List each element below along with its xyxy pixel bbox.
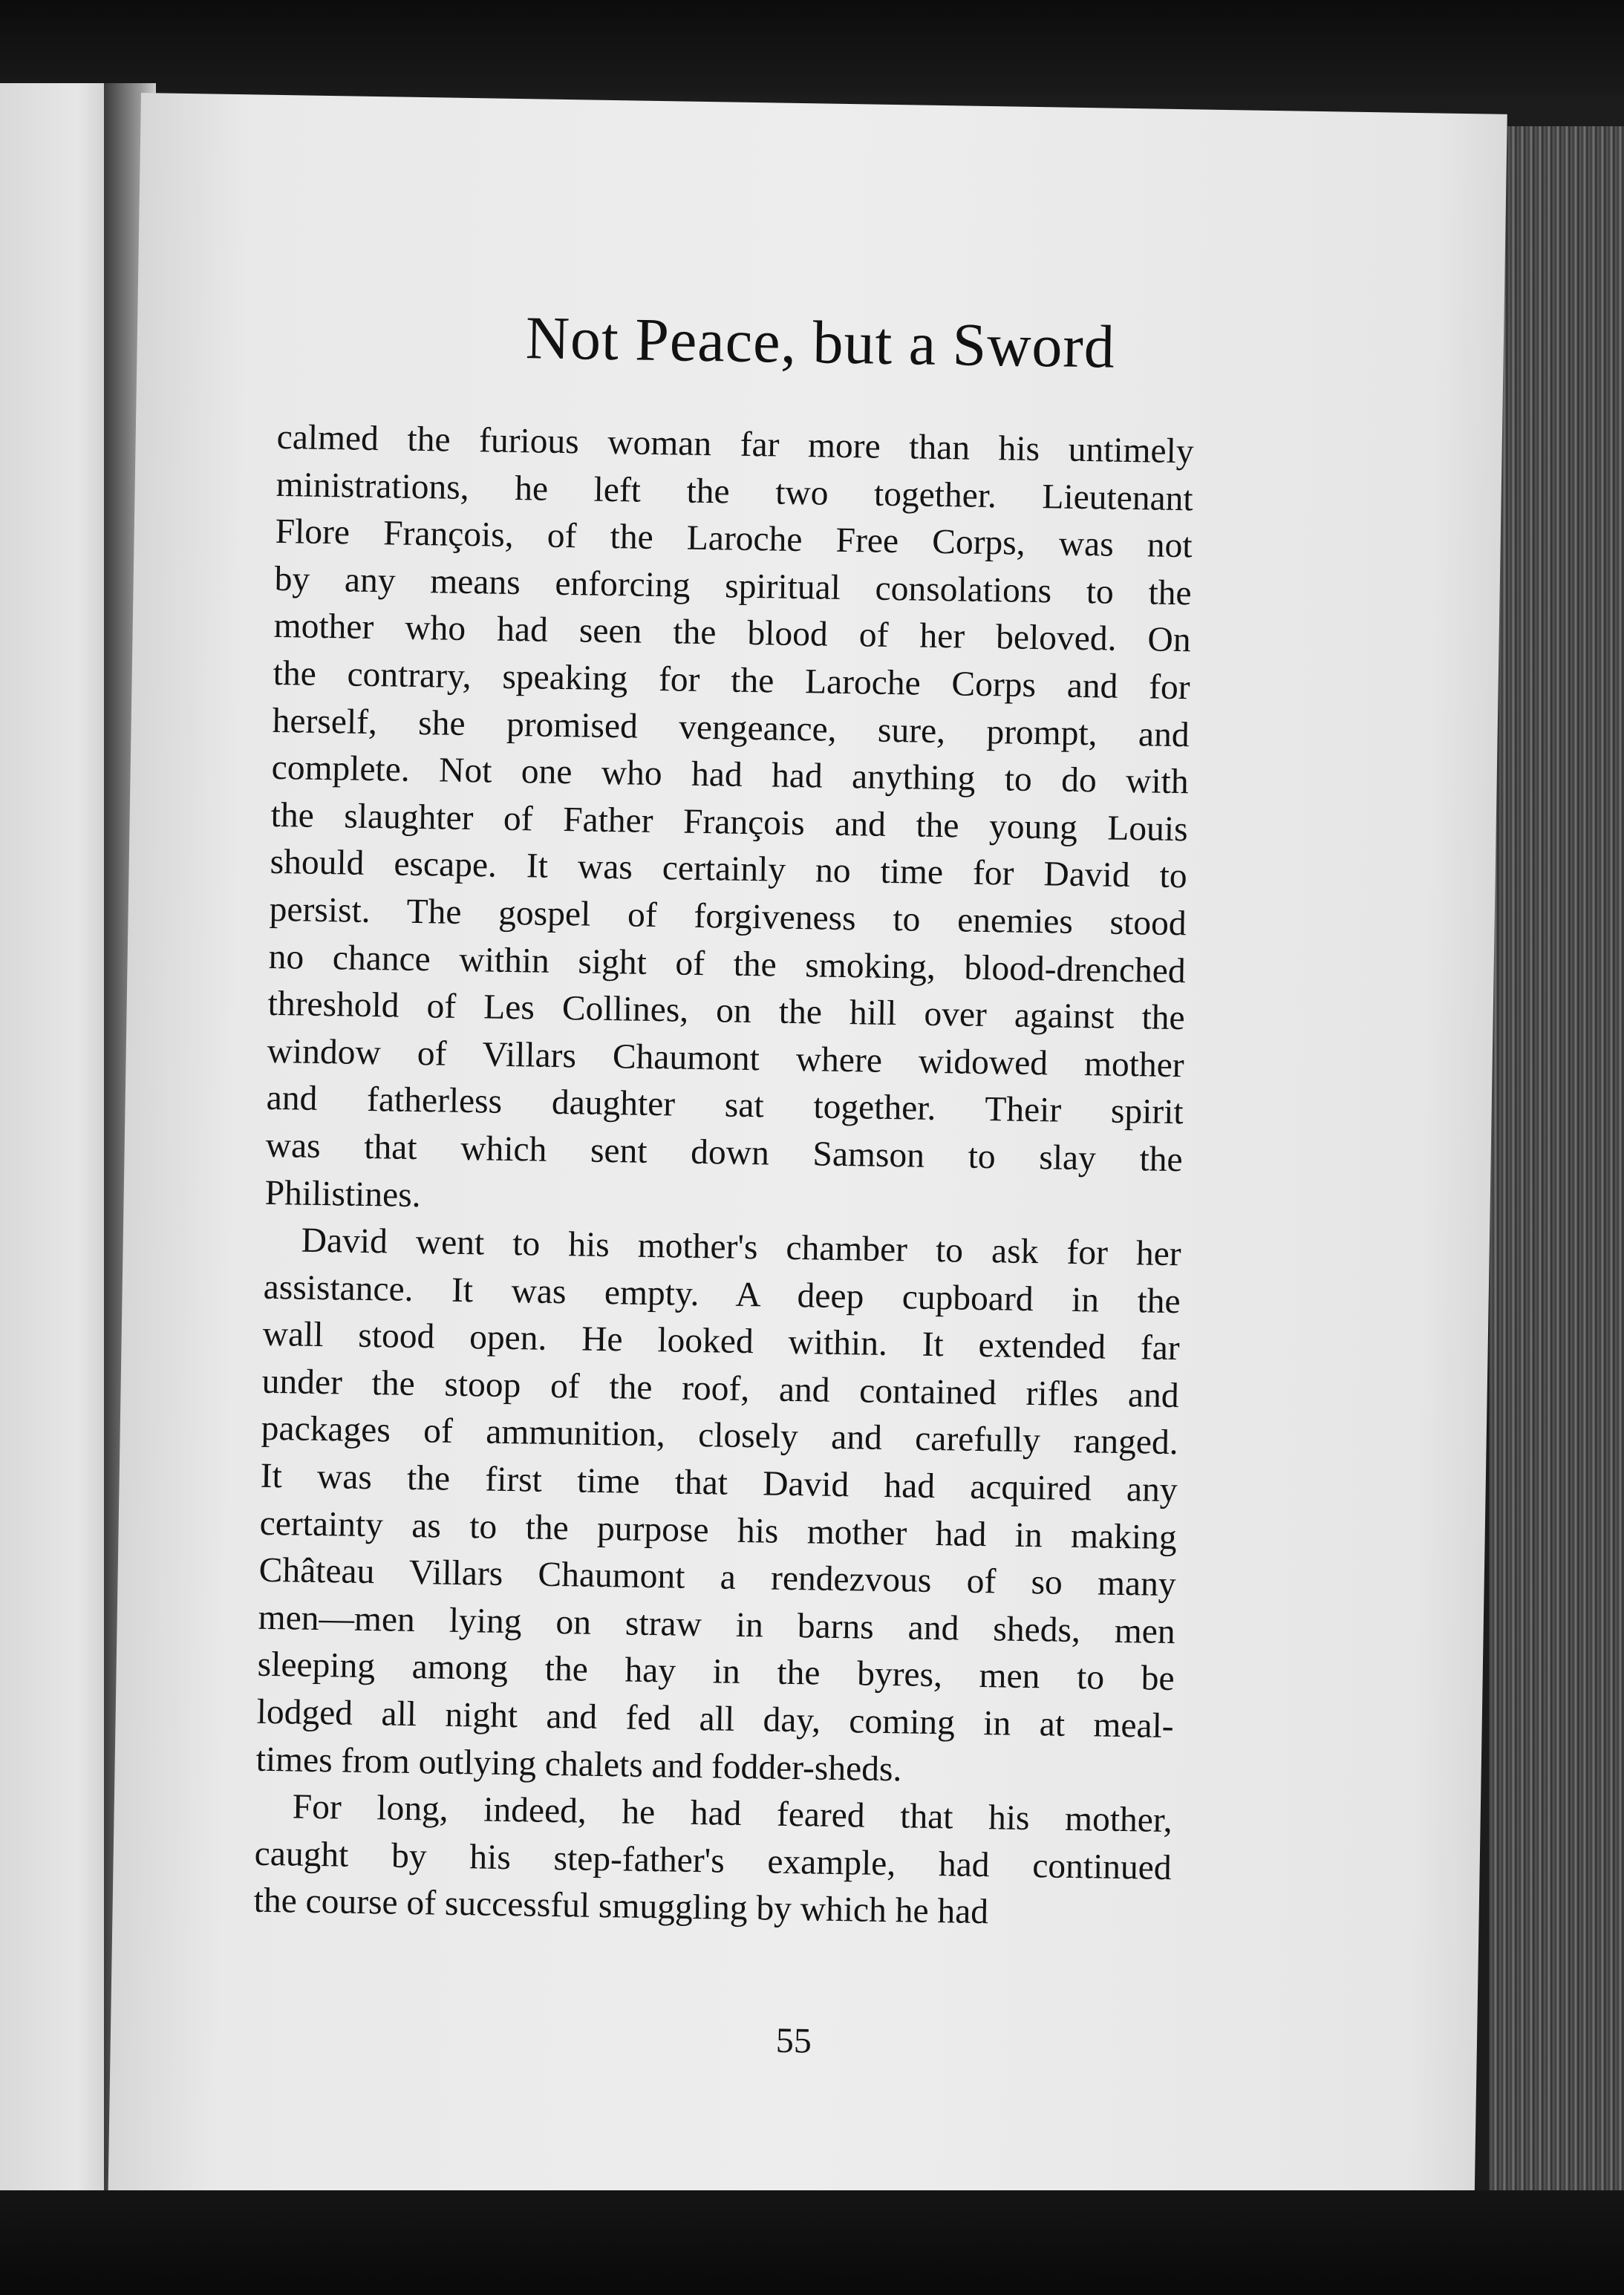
text-line: should escape. It was certainly no time for David to	[270, 843, 1188, 896]
text-line: was that which sent down Samson to slay the	[265, 1126, 1184, 1180]
text-line: by any means enforcing spiritual consolations to the	[274, 559, 1192, 613]
text-line: and fatherless daughter sat together. Their spirit	[266, 1079, 1184, 1132]
text-line: the course of successful smuggling by which he had	[253, 1881, 989, 1932]
text-line: Philistines.	[264, 1173, 421, 1215]
text-line: men—men lying on straw in barns and sheds, men	[258, 1598, 1176, 1651]
text-line: complete. Not one who had had anything to do with	[271, 748, 1189, 802]
book-page	[108, 93, 1507, 2216]
text-line: sleeping among the hay in the byres, men to be	[257, 1645, 1175, 1699]
body-text	[253, 414, 1194, 1939]
text-line: under the stoop of the roof, and contained rifles and	[261, 1362, 1180, 1416]
text-line: assistance. It was empty. A deep cupboard in the	[263, 1267, 1181, 1321]
page-block-edge	[1489, 126, 1624, 2190]
text-line: Flore François, of the Laroche Free Corps, was not	[275, 512, 1193, 566]
text-line: mother who had seen the blood of her beloved. On	[273, 607, 1191, 660]
text-line: certainty as to the purpose his mother had in making	[259, 1504, 1178, 1557]
page-number: 55	[775, 2020, 812, 2061]
text-line: Château Villars Chaumont a rendezvous of so many	[258, 1550, 1177, 1604]
text-line: It was the first time that David had acquired any	[260, 1456, 1178, 1510]
text-line: caught by his step-father's example, had continued	[254, 1834, 1173, 1887]
text-line: packages of ammunition, closely and carefully ranged.	[261, 1409, 1179, 1463]
text-line: window of Villars Chaumont where widowed mother	[267, 1031, 1185, 1085]
text-line: persist. The gospel of forgiveness to enemies stood	[269, 889, 1187, 944]
text-line: times from outlying chalets and fodder-sheds.	[255, 1740, 902, 1789]
text-line: For long, indeed, he had feared that his mother,	[292, 1787, 1173, 1841]
text-line: calmed the furious woman far more than his untimely	[276, 417, 1194, 471]
text-line: ministrations, he left the two together. Lieutenant	[275, 465, 1193, 518]
text-line: David went to his mother's chamber to ask for her	[301, 1221, 1182, 1274]
text-line: herself, she promised vengeance, sure, prompt, and	[272, 701, 1190, 754]
scan-border-bottom	[0, 2190, 1624, 2295]
text-line: the slaughter of Father François and the young Louis	[270, 795, 1189, 849]
text-line: no chance within sight of the smoking, blood-drenched	[268, 937, 1187, 990]
previous-page-edge	[0, 83, 111, 2221]
running-head: Not Peace, but a Sword	[525, 304, 1116, 381]
scan-border-top	[0, 0, 1624, 97]
text-line: the contrary, speaking for the Laroche Corps and for	[273, 653, 1190, 708]
text-line: threshold of Les Collines, on the hill over against the	[267, 984, 1186, 1038]
text-line: wall stood open. He looked within. It extended far	[262, 1315, 1181, 1368]
text-line: lodged all night and fed all day, coming in at meal-	[256, 1692, 1175, 1746]
